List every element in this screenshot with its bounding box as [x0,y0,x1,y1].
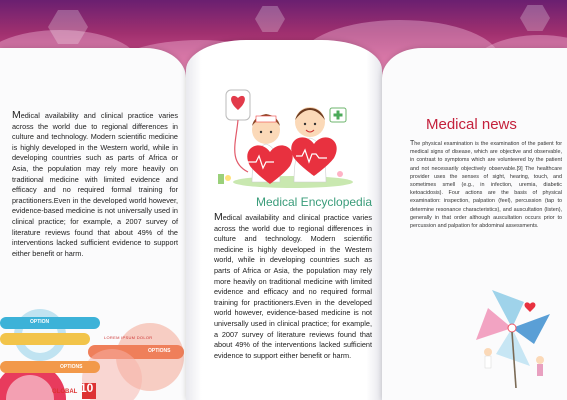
option-words: LOREM IPSUM DOLOR [104,335,153,340]
option-label: OPTION [30,319,50,325]
middle-paragraph [214,212,372,361]
left-dropcap: M [12,109,21,121]
middle-paragraph-text: edical availability and clinical practice varies across the world due to regional differences in culture and technology. Modern scientific medicine is highly developed in the Western world, while in developing countries such as parts of Africa or Asia, the population may rely more heavily on traditional medicine with limited evidence and efficacy and no required formal training for practitioners.Even in the developed world however, evidence-based medicine is not universally used in clinical practice; for example, a 2007 survey of literature reviews found that about 49% of the interventions lacked sufficient evidence to support either benefit or harm. [214,213,372,360]
medical-encyclopedia-heading: Medical Encyclopedia [256,195,373,209]
right-paragraph [410,140,562,230]
infographic [0,305,186,400]
big-number: 10 [80,381,94,395]
option-label: OPTIONS [60,364,83,370]
hexagon-decoration [520,5,550,31]
right-paragraph-text: he physical examination is the examination of the patient for medical signs of disease, which are objective and observable, in contrast to symptoms which are volunteered by the patient and not necessarily objectively observable.[9] The healthcare provider uses the senses of sight, hearing, touch, and sometimes smell (e.g., in infection, uremia, diabetic ketoacidosis). Four actions are the basis of physical examination: inspection, palpation (feel), percussion (tap to determine resonance characteristics), and auscultation (listen), generally in that order although auscultation occurs prior to percussion and palpation for abdominal assessments. [410,141,562,230]
doctor-nurse-hearts-illustration [208,82,358,192]
left-paragraph [12,110,178,259]
middle-panel [186,40,382,400]
right-panel [382,48,567,400]
right-dropcap: T [410,140,415,147]
medical-news-heading: Medical news [426,116,517,133]
global-label: GLOBAL [52,389,78,395]
hexagon-decoration [255,6,285,32]
middle-dropcap: M [214,211,223,223]
pinwheel-doctors-illustration [472,280,552,390]
left-paragraph-text: edical availability and clinical practice varies across the world due to regional differences in culture and technology. Modern scientific medicine is highly developed in the Western world, while in developing countries such as parts of Africa or Asia, the population may rely more heavily on traditional medicine with limited evidence and efficacy and no required formal training for practitioners.Even in the developed world however, evidence-based medicine is not universally used in clinical practice; for example, a 2007 survey of literature reviews found that about 49% of the interventions lacked sufficient evidence to support either benefit or harm. [12,111,178,258]
option-label: OPTIONS [148,348,171,354]
